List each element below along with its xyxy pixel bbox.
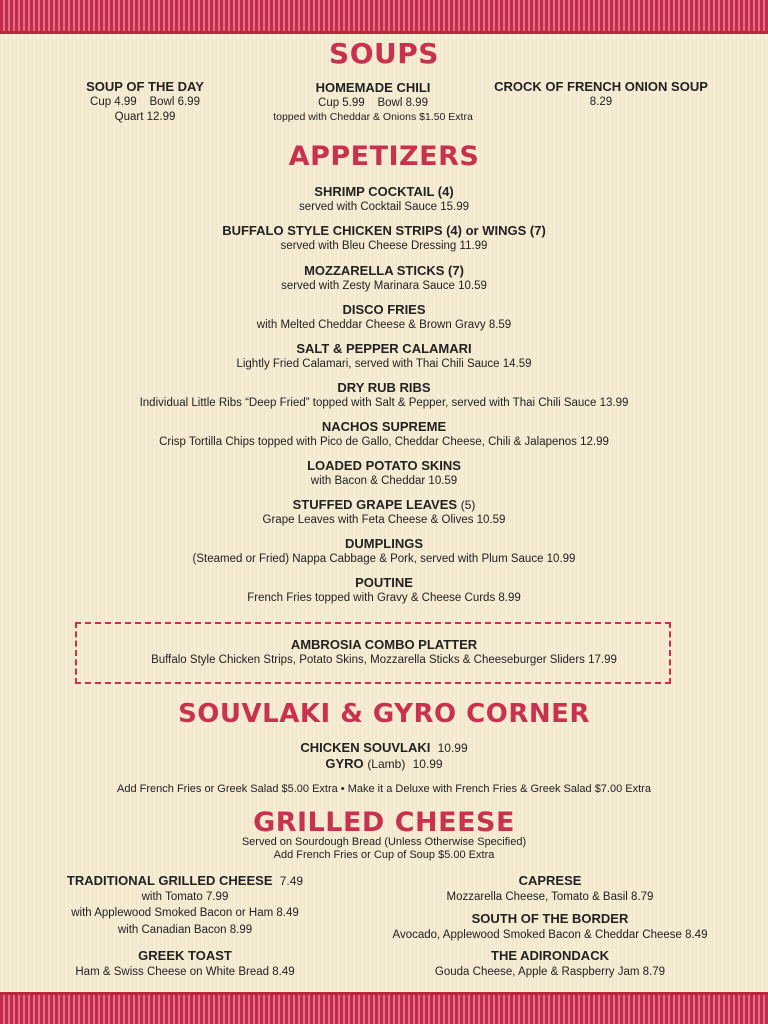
combo-platter-name: AMBROSIA COMBO PLATTER	[290, 637, 478, 652]
appetizer-item	[0, 419, 768, 458]
the-adirondack-desc: Gouda Cheese, Apple & Raspberry Jam 8.79	[434, 965, 666, 978]
appetizer-item	[0, 458, 768, 497]
traditional-option: with Applewood Smoked Bacon or Ham 8.49	[71, 907, 299, 920]
traditional-grilled-cheese-title	[60, 873, 310, 889]
appetizer-name-text: STUFFED GRAPE LEAVES	[292, 497, 458, 512]
greek-toast	[60, 948, 310, 980]
appetizer-name: LOADED POTATO SKINS	[307, 458, 461, 473]
traditional-grilled-cheese-price: 7.49	[279, 874, 304, 888]
souvlaki-extras: Add French Fries or Greek Salad $5.00 Extra • Make it a Deluxe with French Fries & Greek Salad $7.00 Extra	[117, 783, 651, 795]
appetizer-item	[0, 184, 768, 223]
appetizer-desc: French Fries topped with Gravy & Cheese Curds 8.99	[247, 591, 521, 604]
traditional-grilled-cheese	[60, 873, 310, 939]
appetizer-item	[0, 497, 768, 536]
appetizer-item	[0, 341, 768, 380]
appetizer-name: DUMPLINGS	[345, 536, 423, 551]
caprese	[380, 873, 720, 905]
appetizer-desc: Crisp Tortilla Chips topped with Pico de Gallo, Cheddar Cheese, Chili & Jalapenos 12.99	[159, 435, 609, 448]
appetizer-name: DRY RUB RIBS	[337, 380, 431, 395]
gyro-price: 10.99	[412, 756, 443, 771]
appetizer-desc: with Melted Cheddar Cheese & Brown Gravy 8.59	[256, 318, 512, 331]
appetizer-name: SALT & PEPPER CALAMARI	[296, 341, 472, 356]
appetizer-item	[0, 380, 768, 419]
soup-of-the-day-name: SOUP OF THE DAY	[86, 79, 204, 94]
bottom-border-stripe	[0, 992, 768, 1024]
appetizer-desc: served with Bleu Cheese Dressing 11.99	[280, 239, 488, 252]
chicken-souvlaki-name: CHICKEN SOUVLAKI	[300, 740, 431, 755]
appetizer-name: SHRIMP COCKTAIL (4)	[314, 184, 454, 199]
appetizer-item	[0, 302, 768, 341]
caprese-desc: Mozzarella Cheese, Tomato & Basil 8.79	[446, 890, 654, 903]
gyro-note: (Lamb)	[367, 756, 406, 771]
gyro	[0, 756, 768, 772]
south-of-the-border-name: SOUTH OF THE BORDER	[471, 911, 629, 926]
greek-toast-desc: Ham & Swiss Cheese on White Bread 8.49	[75, 965, 295, 978]
south-of-the-border	[380, 911, 720, 943]
the-adirondack	[380, 948, 720, 980]
homemade-chili-prices: Cup 5.99 Bowl 8.99	[318, 96, 428, 109]
appetizer-desc: served with Cocktail Sauce 15.99	[298, 200, 470, 213]
appetizer-desc: with Bacon & Cheddar 10.59	[310, 474, 458, 487]
appetizer-desc: Individual Little Ribs “Deep Fried” topped with Salt & Pepper, served with Thai Chili Sauce 13.99	[139, 396, 629, 409]
appetizer-name: DISCO FRIES	[342, 302, 426, 317]
french-onion-soup	[486, 79, 716, 110]
homemade-chili-topping: topped with Cheddar & Onions $1.50 Extra	[273, 110, 473, 123]
appetizer-item	[0, 536, 768, 575]
homemade-chili-name: HOMEMADE CHILI	[315, 80, 431, 95]
appetizers-heading: APPETIZERS	[288, 141, 480, 172]
souvlaki-items	[0, 740, 768, 771]
gyro-name: GYRO	[325, 755, 364, 771]
traditional-option: with Tomato 7.99	[141, 890, 229, 903]
appetizer-desc: served with Zesty Marinara Sauce 10.59	[281, 279, 487, 292]
traditional-option: with Canadian Bacon 8.99	[117, 923, 253, 936]
the-adirondack-name: THE ADIRONDACK	[491, 948, 609, 963]
soup-of-the-day-prices: Cup 4.99 Bowl 6.99	[90, 95, 200, 108]
appetizer-desc: Grape Leaves with Feta Cheese & Olives 10.59	[262, 513, 506, 526]
appetizer-item	[0, 263, 768, 302]
appetizer-item	[0, 575, 768, 614]
soup-of-the-day	[70, 79, 220, 124]
grilled-cheese-extra-note: Add French Fries or Cup of Soup $5.00 Extra	[273, 849, 495, 862]
appetizer-desc: (Steamed or Fried) Nappa Cabbage & Pork, served with Plum Sauce 10.99	[192, 552, 576, 565]
grilled-cheese-heading: GRILLED CHEESE	[253, 807, 515, 838]
combo-platter	[0, 637, 768, 668]
appetizer-name: NACHOS SUPREME	[321, 419, 447, 434]
soup-of-the-day-quart: Quart 12.99	[114, 110, 176, 123]
french-onion-soup-price: 8.29	[589, 95, 613, 108]
french-onion-soup-name: CROCK OF FRENCH ONION SOUP	[494, 79, 708, 94]
appetizer-name-count: (5)	[460, 498, 476, 512]
appetizer-list	[0, 184, 768, 614]
appetizer-name: BUFFALO STYLE CHICKEN STRIPS (4) or WINGS (7)	[222, 223, 546, 238]
appetizer-item	[0, 223, 768, 263]
appetizer-name	[0, 497, 768, 513]
combo-platter-desc: Buffalo Style Chicken Strips, Potato Skins, Mozzarella Sticks & Cheeseburger Sliders 17.99	[151, 653, 617, 666]
caprese-name: CAPRESE	[518, 873, 582, 888]
soups-heading: SOUPS	[329, 37, 439, 70]
appetizer-name: MOZZARELLA STICKS (7)	[304, 263, 464, 278]
chicken-souvlaki-price: 10.99	[437, 741, 468, 755]
appetizer-desc: Lightly Fried Calamari, served with Thai Chili Sauce 14.59	[236, 357, 532, 370]
south-of-the-border-desc: Avocado, Applewood Smoked Bacon & Cheddar Cheese 8.49	[392, 928, 708, 941]
top-border-stripe	[0, 0, 768, 34]
chicken-souvlaki	[0, 740, 768, 756]
grilled-cheese-subtitle	[0, 836, 768, 862]
greek-toast-name: GREEK TOAST	[138, 948, 232, 963]
homemade-chili	[253, 80, 493, 124]
souvlaki-heading: SOUVLAKI & GYRO CORNER	[178, 699, 590, 729]
appetizer-name: POUTINE	[355, 575, 413, 590]
traditional-grilled-cheese-name: TRADITIONAL GRILLED CHEESE	[66, 873, 273, 888]
grilled-cheese-bread-note: Served on Sourdough Bread (Unless Otherwise Specified)	[241, 836, 527, 848]
